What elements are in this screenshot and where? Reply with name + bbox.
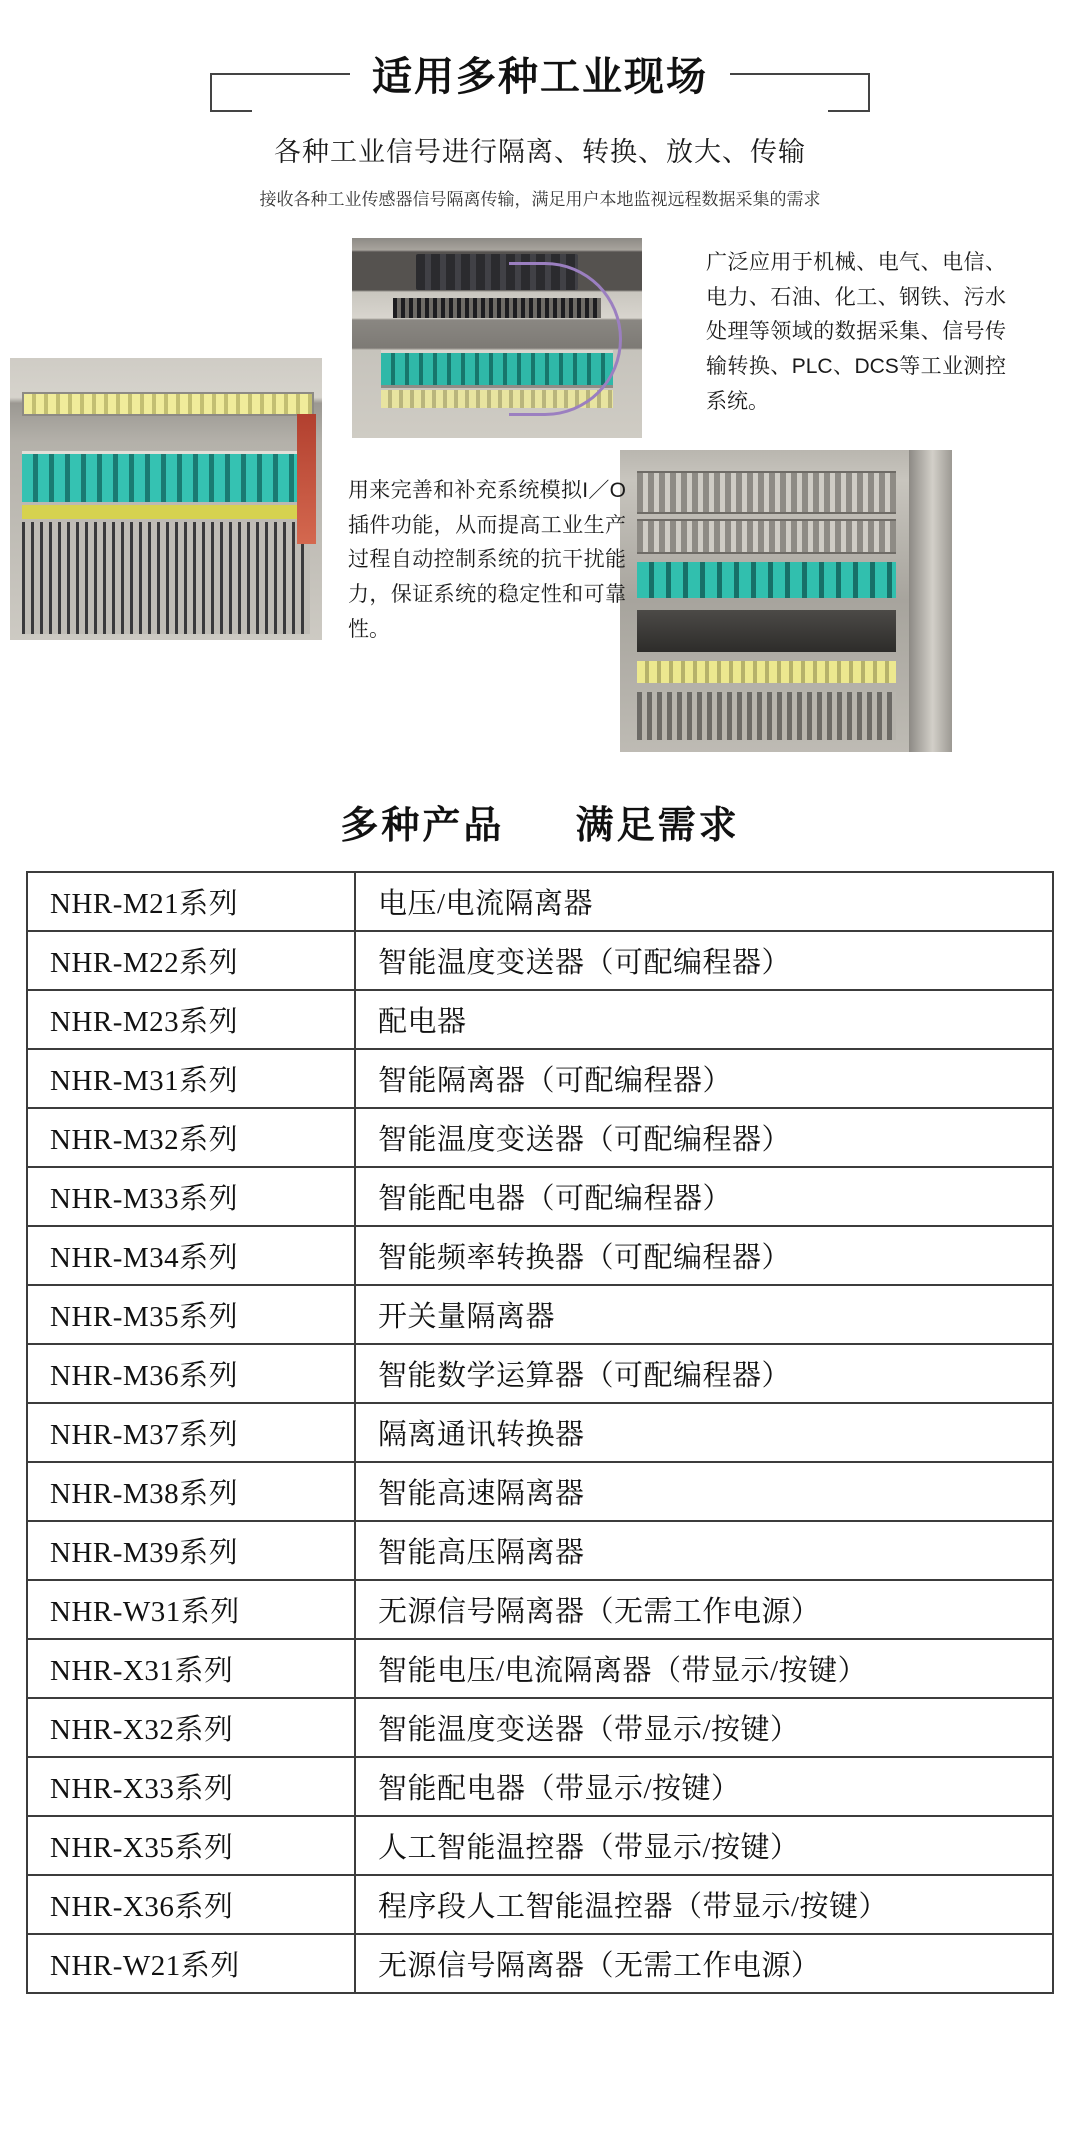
product-model: NHR-M21系列: [27, 872, 355, 931]
product-name: 智能电压/电流隔离器（带显示/按键）: [355, 1639, 1053, 1698]
product-model: NHR-W21系列: [27, 1934, 355, 1993]
bracket-right-decoration: [730, 34, 870, 112]
table-row: [27, 1698, 1053, 1757]
table-row: [27, 1049, 1053, 1108]
product-model: NHR-W31系列: [27, 1580, 355, 1639]
product-model: NHR-M35系列: [27, 1285, 355, 1344]
table-row: [27, 1639, 1053, 1698]
table-row: [27, 1167, 1053, 1226]
table-row: [27, 931, 1053, 990]
table-row: [27, 872, 1053, 931]
product-name: 智能温度变送器（可配编程器）: [355, 1108, 1053, 1167]
product-name: 配电器: [355, 990, 1053, 1049]
product-model: NHR-M39系列: [27, 1521, 355, 1580]
table-row: [27, 1757, 1053, 1816]
page-header: [0, 0, 1080, 210]
red-cable: [297, 414, 316, 544]
product-model: NHR-M31系列: [27, 1049, 355, 1108]
products-heading-right: 满足需求: [575, 805, 740, 847]
marking-strip: [22, 505, 309, 519]
product-name: 开关量隔离器: [355, 1285, 1053, 1344]
table-row: [27, 1285, 1053, 1344]
product-model: NHR-X33系列: [27, 1757, 355, 1816]
page-description: 接收各种工业传感器信号隔离传输，满足用户本地监视远程数据采集的需求: [259, 190, 821, 209]
product-name: 无源信号隔离器（无需工作电源）: [355, 1580, 1053, 1639]
terminal-row-lower: [637, 692, 896, 740]
product-name: 智能温度变送器（带显示/按键）: [355, 1698, 1053, 1757]
label-strip-row: [637, 661, 896, 682]
table-row: [27, 1344, 1053, 1403]
product-model: NHR-X35系列: [27, 1816, 355, 1875]
product-model: NHR-M38系列: [27, 1462, 355, 1521]
system-supplement-text: 用来完善和补充系统模拟I／O插件功能，从而提高工业生产过程自动控制系统的抗干扰能力，保证系统的稳定性和可靠性。: [348, 479, 626, 641]
product-model: NHR-M23系列: [27, 990, 355, 1049]
products-table: [26, 871, 1054, 1994]
table-row: [27, 1580, 1053, 1639]
product-model: NHR-M37系列: [27, 1403, 355, 1462]
product-name: 智能频率转换器（可配编程器）: [355, 1226, 1053, 1285]
table-row: [27, 1462, 1053, 1521]
product-model: NHR-M33系列: [27, 1167, 355, 1226]
table-row: [27, 1108, 1053, 1167]
photo-assembled-cabinet-right: [620, 450, 952, 752]
product-model: NHR-M32系列: [27, 1108, 355, 1167]
product-model: NHR-X32系列: [27, 1698, 355, 1757]
product-name: 智能配电器（可配编程器）: [355, 1167, 1053, 1226]
wire-bundle: [22, 522, 309, 635]
product-name: 智能数学运算器（可配编程器）: [355, 1344, 1053, 1403]
product-name: 人工智能温控器（带显示/按键）: [355, 1816, 1053, 1875]
product-model: NHR-M36系列: [27, 1344, 355, 1403]
table-row: [27, 1875, 1053, 1934]
table-row: [27, 1934, 1053, 1993]
cabinet-door-edge: [909, 450, 952, 752]
product-model: NHR-X31系列: [27, 1639, 355, 1698]
table-row: [27, 1403, 1053, 1462]
bracket-left-decoration: [210, 34, 350, 112]
equipment-shelf: [637, 610, 896, 652]
isolator-module-row: [637, 562, 896, 598]
product-model: NHR-M34系列: [27, 1226, 355, 1285]
application-fields-text: 广泛应用于机械、电气、电信、电力、石油、化工、钢铁、污水处理等领域的数据采集、信号传输转换、PLC、DCS等工业测控系统。: [706, 251, 1006, 413]
product-name: 智能高压隔离器: [355, 1521, 1053, 1580]
product-name: 智能隔离器（可配编程器）: [355, 1049, 1053, 1108]
product-name: 智能温度变送器（可配编程器）: [355, 931, 1053, 990]
products-table-body: [27, 872, 1053, 1993]
product-model: NHR-X36系列: [27, 1875, 355, 1934]
products-heading-left: 多种产品: [340, 805, 505, 847]
product-name: 隔离通讯转换器: [355, 1403, 1053, 1462]
terminal-row-upper: [637, 471, 896, 514]
product-model: NHR-M22系列: [27, 931, 355, 990]
product-name: 智能配电器（带显示/按键）: [355, 1757, 1053, 1816]
table-row: [27, 1521, 1053, 1580]
photo-collage: [0, 224, 1080, 784]
table-row: [27, 1816, 1053, 1875]
isolator-module-rail: [22, 451, 309, 502]
page-title: 适用多种工业现场: [372, 54, 708, 99]
table-row: [27, 1226, 1053, 1285]
product-name: 智能高速隔离器: [355, 1462, 1053, 1521]
product-name: 电压/电流隔离器: [355, 872, 1053, 931]
table-row: [27, 990, 1053, 1049]
product-name: 程序段人工智能温控器（带显示/按键）: [355, 1875, 1053, 1934]
label-rail: [22, 392, 313, 416]
page-subtitle: 各种工业信号进行隔离、转换、放大、传输: [274, 137, 806, 167]
title-row: [0, 34, 1080, 112]
product-name: 无源信号隔离器（无需工作电源）: [355, 1934, 1053, 1993]
photo-control-cabinet-top: [352, 238, 642, 438]
products-heading: [0, 794, 1080, 849]
terminal-row-middle: [637, 519, 896, 553]
photo-distribution-cabinet-left: [10, 358, 322, 640]
